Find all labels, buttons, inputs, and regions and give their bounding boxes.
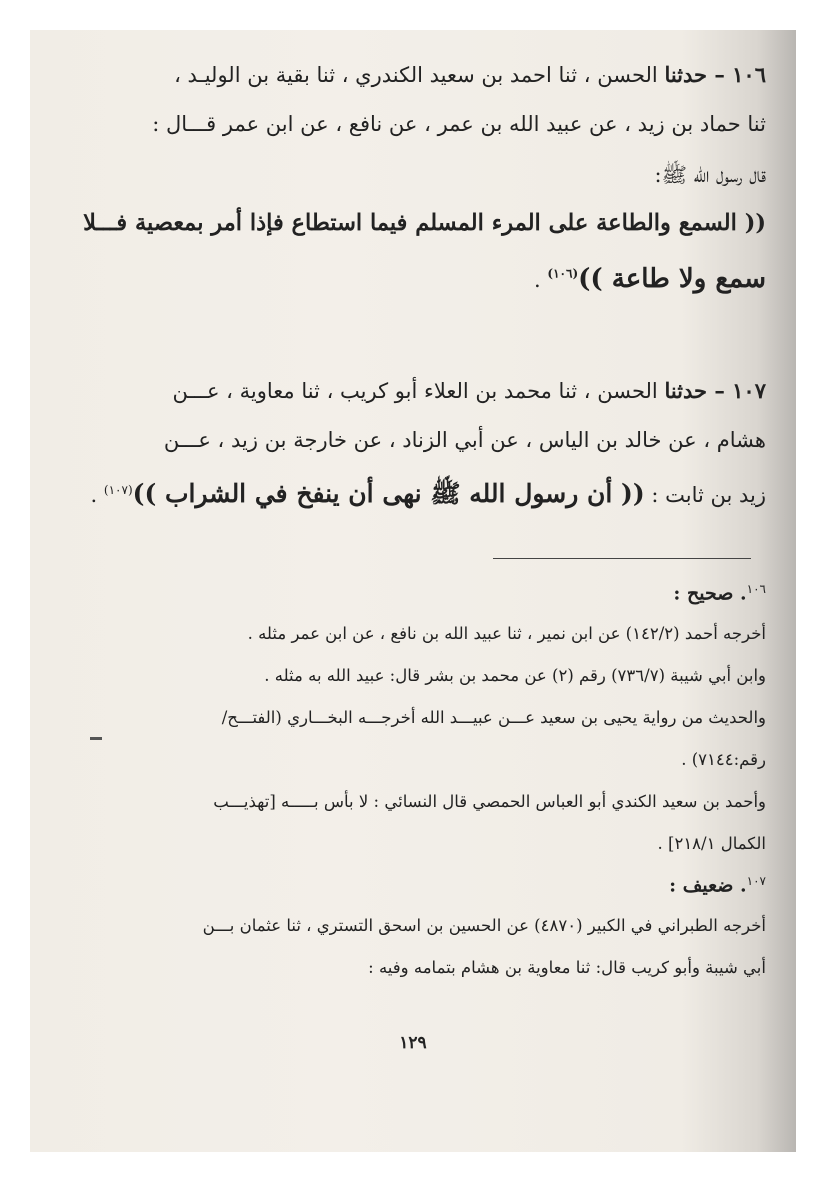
hadith-107-line-3-start: زيد بن ثابت : — [644, 483, 766, 507]
hadith-106-quote-line-1: (( السمع والطاعة على المرء المسلم فيما استطاع فإذا أمر بمعصية فـــلا — [83, 210, 766, 236]
footnote-107-grade: . ضعيف : — [669, 874, 747, 897]
footnote-106-number: ١٠٦ — [746, 582, 766, 596]
hadith-107-line-3 — [76, 478, 766, 515]
hadith-107-quote: (( أن رسول الله ﷺ نهى أن ينفخ في الشراب )) — [132, 479, 645, 508]
footnote-106-line-5: وأحمد بن سعيد الكندي أبو العباس الحمصي قال النسائي : لا بأس بـــــه [تهذيـــب — [213, 792, 766, 811]
hadith-106-footnote-ref: (١٠٦) — [547, 266, 579, 281]
hadith-107-period: . — [90, 483, 104, 507]
hadith-106-period: . — [534, 268, 548, 292]
stray-mark — [90, 737, 102, 740]
footnote-106-grade: . صحيح : — [673, 582, 747, 605]
hadith-106-line-3: قال رسول الله ﷺ: — [654, 163, 766, 187]
footnote-106-line-2: وابن أبي شيبة (٧٣٦/٧) رقم (٢) عن محمد بن بشر قال: عبيد الله به مثله . — [264, 666, 766, 685]
book-page — [30, 30, 796, 1152]
footnote-106-line-1: أخرجه أحمد (١٤٢/٢) عن ابن نمير ، ثنا عبيد الله بن نافع ، عن ابن عمر مثله . — [247, 624, 766, 643]
hadith-106-line-1 — [76, 62, 766, 87]
hadith-106-quote-end: سمع ولا طاعة )) — [578, 264, 766, 294]
footnote-separator-line — [493, 558, 751, 559]
footnote-107-line-2: أبي شيبة وأبو كريب قال: ثنا معاوية بن هشام بتمامه وفيه : — [368, 958, 766, 977]
hadith-107-line-1-text: الحسن ، ثنا محمد بن العلاء أبو كريب ، ثنا معاوية ، عـــن — [172, 379, 665, 403]
hadith-107-label: ١٠٧ – حدثنا — [664, 378, 766, 403]
footnote-106-line-4: رقم:٧١٤٤) . — [681, 750, 766, 769]
page-number: ١٢٩ — [399, 1033, 427, 1053]
footnote-106-heading — [76, 582, 766, 605]
hadith-106-quote-line-2 — [76, 264, 766, 294]
hadith-107-line-2: هشام ، عن خالد بن الياس ، عن أبي الزناد ، عن خارجة بن زيد ، عـــن — [163, 428, 766, 452]
hadith-106-line-2: ثنا حماد بن زيد ، عن عبيد الله بن عمر ، عن نافع ، عن ابن عمر قـــال : — [152, 112, 766, 136]
footnote-106-line-6: الكمال ٢١٨/١] . — [657, 834, 766, 853]
footnote-107-line-1: أخرجه الطبراني في الكبير (٤٨٧٠) عن الحسين بن اسحق التستري ، ثنا عثمان بـــن — [202, 916, 766, 935]
hadith-107-line-1 — [76, 378, 766, 403]
footnote-107-number: ١٠٧ — [746, 874, 766, 888]
hadith-107-footnote-ref: (١٠٧) — [103, 483, 133, 497]
hadith-106-line-1-text: الحسن ، ثنا احمد بن سعيد الكندري ، ثنا بقية بن الوليـد ، — [174, 63, 665, 87]
footnote-106-line-3: والحديث من رواية يحيى بن سعيد عـــن عبيـــد الله أخرجـــه البخـــاري (الفتـــح/ — [221, 708, 766, 727]
hadith-106-label: ١٠٦ – حدثنا — [664, 62, 766, 87]
footnote-107-heading — [76, 874, 766, 897]
